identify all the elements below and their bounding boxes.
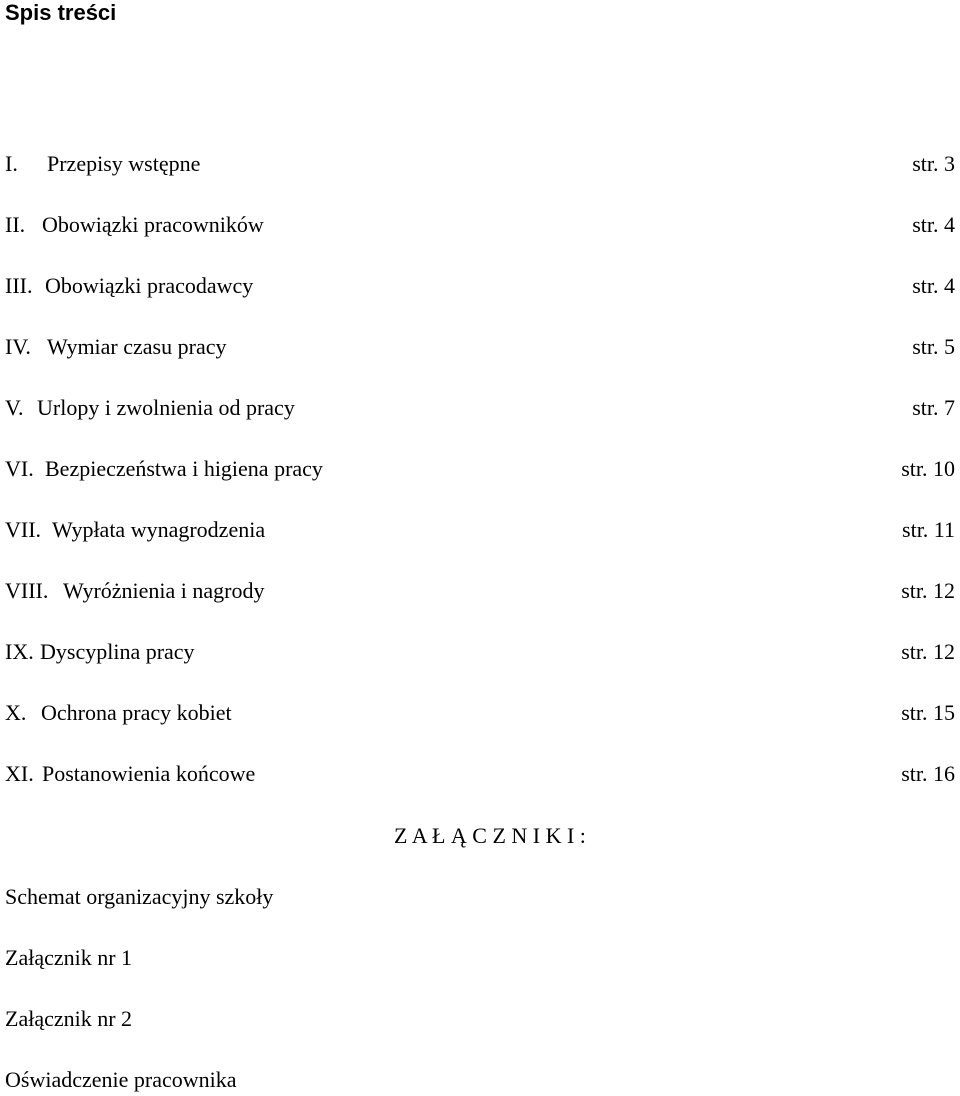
toc-entry-title: Dyscyplina pracy: [40, 639, 195, 664]
toc-entry-number: I.: [5, 151, 18, 176]
toc-entry: [5, 516, 955, 544]
toc-entry: [5, 211, 955, 239]
toc-entry-title: Urlopy i zwolnienia od pracy: [37, 395, 295, 420]
toc-entry-number: VIII.: [5, 578, 49, 603]
toc-entry-title: Przepisy wstępne: [47, 151, 201, 176]
toc-entry-number: V.: [5, 395, 24, 420]
toc-entry-page: str. 10: [901, 456, 955, 481]
toc-entry-title: Postanowienia końcowe: [42, 761, 256, 786]
toc-entry-page: str. 12: [901, 639, 955, 664]
appendices-heading-text: Z A Ł Ą C Z N I K I :: [394, 823, 586, 848]
toc-entry-page: str. 7: [912, 395, 955, 420]
appendices-heading: [0, 822, 960, 850]
page-title: Spis treści: [5, 0, 117, 25]
toc-entry-number: XI.: [5, 761, 34, 786]
appendix-item: Oświadczenie pracownika: [5, 1067, 237, 1092]
toc-entry-number: X.: [5, 700, 27, 725]
toc-entry-title: Ochrona pracy kobiet: [41, 700, 232, 725]
toc-entry: [5, 638, 955, 666]
toc-entry: [5, 455, 955, 483]
toc-entry-page: str. 3: [912, 151, 955, 176]
toc-entry: [5, 333, 955, 361]
toc-entry-number: IX.: [5, 639, 34, 664]
toc-entry-page: str. 15: [901, 700, 955, 725]
toc-entry-title: Wymiar czasu pracy: [47, 334, 227, 359]
toc-entry-page: str. 12: [901, 578, 955, 603]
toc-entry: [5, 394, 955, 422]
toc-entry-title: Wyróżnienia i nagrody: [63, 578, 265, 603]
appendix-item: Załącznik nr 1: [5, 945, 133, 970]
toc-entry: [5, 577, 955, 605]
toc-entry-title: Obowiązki pracodawcy: [45, 273, 254, 298]
toc-entry: [5, 150, 955, 178]
toc-entry-page: str. 4: [912, 212, 955, 237]
toc-entry: [5, 272, 955, 300]
toc-entry-number: VI.: [5, 456, 34, 481]
toc-entry-number: IV.: [5, 334, 31, 359]
toc-entry-page: str. 5: [912, 334, 955, 359]
toc-entry-page: str. 11: [902, 517, 955, 542]
toc-entry-page: str. 4: [912, 273, 955, 298]
toc-entry-title: Bezpieczeństwa i higiena pracy: [45, 456, 323, 481]
toc-entry-title: Wypłata wynagrodzenia: [52, 517, 266, 542]
toc-entry-title: Obowiązki pracowników: [42, 212, 264, 237]
toc-entry-number: II.: [5, 212, 26, 237]
appendix-item: Załącznik nr 2: [5, 1006, 133, 1031]
toc-entry-number: VII.: [5, 517, 42, 542]
toc-entry-number: III.: [5, 273, 33, 298]
toc-entry: [5, 760, 955, 788]
toc-entry-page: str. 16: [901, 761, 955, 786]
toc-entry: [5, 699, 955, 727]
appendix-item: Schemat organizacyjny szkoły: [5, 884, 274, 909]
